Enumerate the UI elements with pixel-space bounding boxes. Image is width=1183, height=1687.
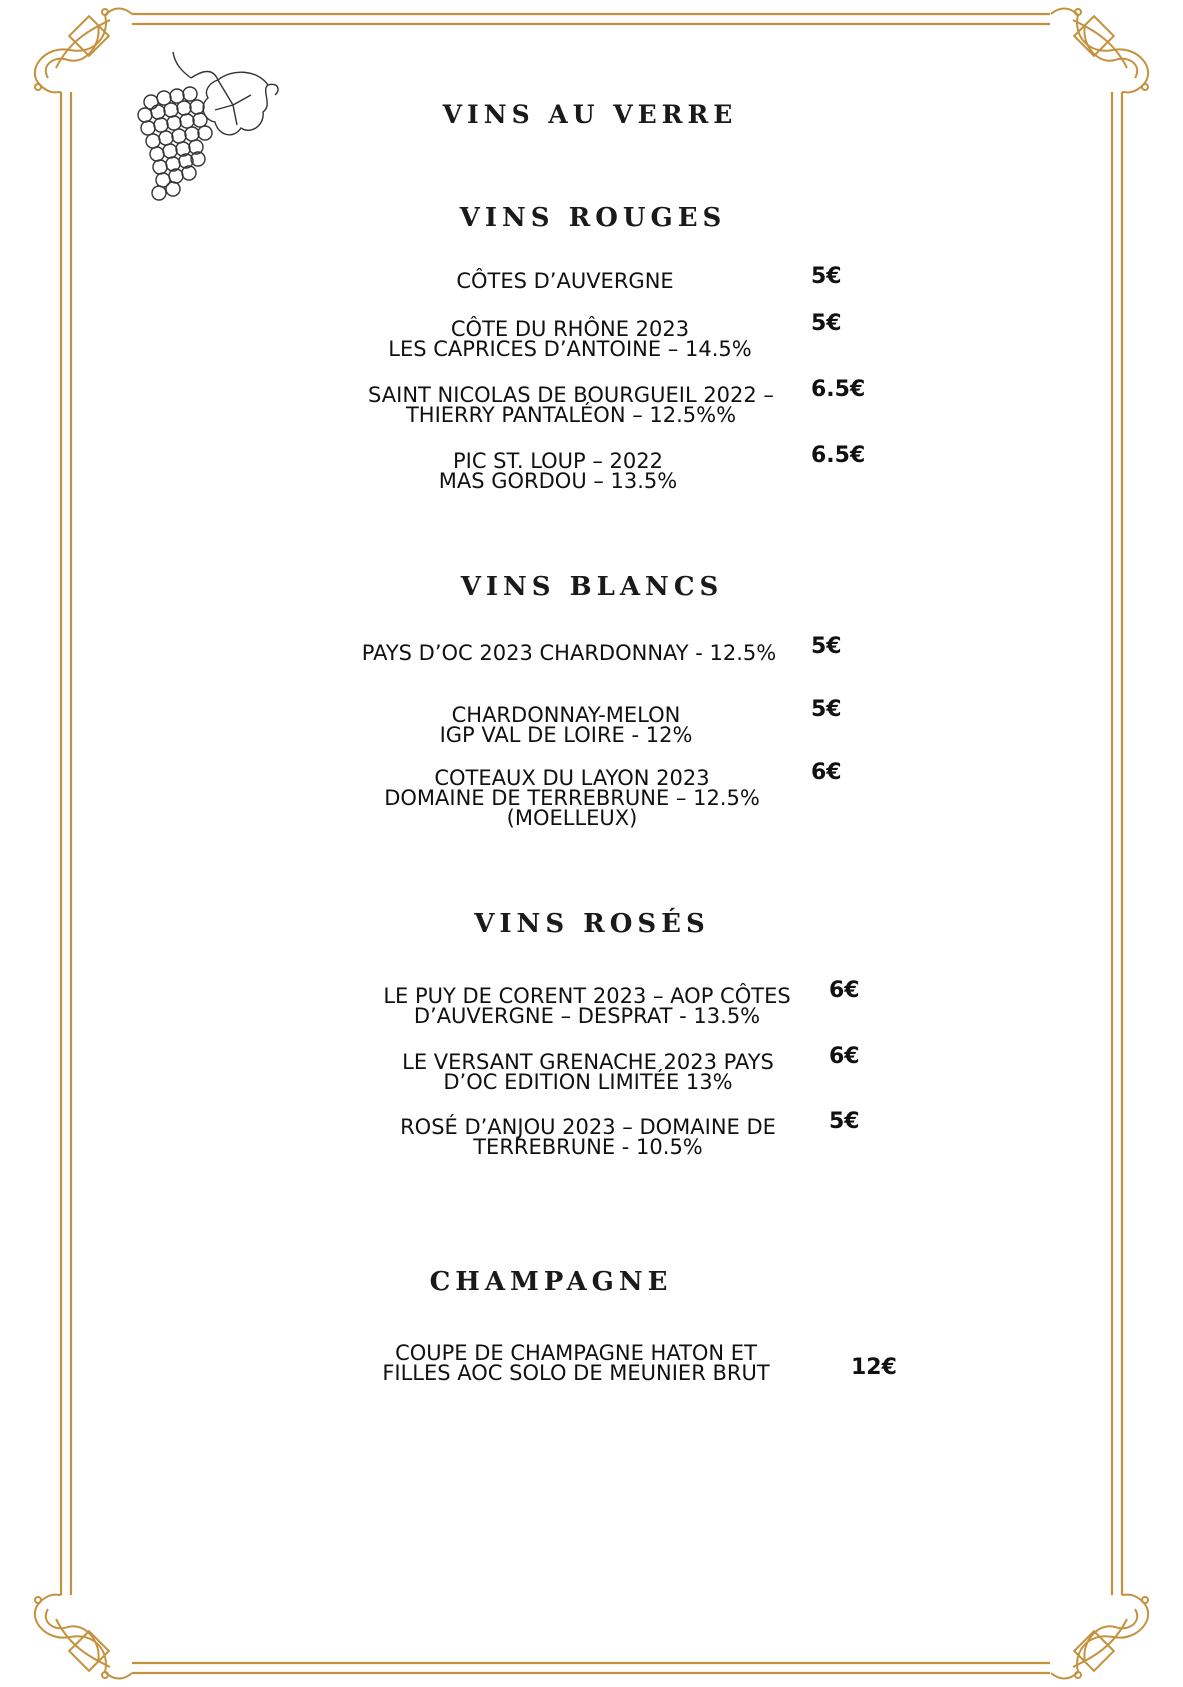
wine-item [440,705,693,745]
wine-item [383,986,790,1026]
wine-price: 5€ [829,1109,860,1134]
wine-item [362,643,776,663]
wine-item [382,1343,769,1383]
wine-name-line: FILLES AOC SOLO DE MEUNIER BRUT [382,1361,770,1385]
wine-price: 5€ [811,264,842,289]
wine-price: 12€ [851,1355,897,1380]
wine-name-line: CHARDONNAY-MELON [451,703,681,727]
section-heading-vins-blancs: VINS BLANCS [460,572,724,602]
wine-price: 5€ [811,311,842,336]
wine-item [368,385,774,425]
wine-name-line: CÔTE DU RHÔNE 2023 [450,317,690,341]
wine-item [388,319,751,359]
wine-name-line: PAYS D’OC 2023 CHARDONNAY - 12.5% [361,641,777,665]
wine-price: 6€ [829,978,860,1003]
wine-price: 6.5€ [811,443,866,468]
wine-name-line: COUPE DE CHAMPAGNE HATON ET [395,1341,757,1365]
wine-name-line: LES CAPRICES D’ANTOINE – 14.5% [388,337,752,361]
wine-price: 5€ [811,697,842,722]
wine-name-line: D’AUVERGNE – DESPRAT - 13.5% [413,1004,761,1028]
corner-ornament-icon [35,8,132,92]
wine-name-line: ROSÉ D’ANJOU 2023 – DOMAINE DE [400,1115,776,1139]
wine-name-line: TERREBRUNE - 10.5% [473,1135,703,1159]
wine-name-line: DOMAINE DE TERREBRUNE – 12.5% [384,786,760,810]
wine-name-line: COTEAUX DU LAYON 2023 [434,766,710,790]
wine-name-line: CÔTES D’AUVERGNE [456,269,674,293]
wine-item [400,1117,776,1157]
wine-name-line: PIC ST. LOUP – 2022 [452,449,664,473]
wine-name-line: D’OC EDITION LIMITÉE 13% [443,1070,733,1094]
wine-name-line: (MOELLEUX) [506,806,638,830]
wine-item [439,451,678,491]
grape-cluster-icon [133,50,283,205]
wine-price: 5€ [811,634,842,659]
page-title: VINS AU VERRE [442,100,738,129]
wine-item [384,768,760,828]
wine-price: 6€ [811,760,842,785]
wine-price: 6.5€ [811,377,866,402]
wine-name-line: IGP VAL DE LOIRE - 12% [439,723,693,747]
section-heading-vins-rouges: VINS ROUGES [459,203,727,233]
wine-item [402,1052,774,1092]
wine-name-line: THIERRY PANTALÉON – 12.5%% [405,403,737,427]
section-heading-vins-roses: VINS ROSÉS [474,909,710,939]
wine-price: 6€ [829,1044,860,1069]
section-heading-champagne: CHAMPAGNE [429,1267,673,1297]
wine-name-line: LE PUY DE CORENT 2023 – AOP CÔTES [383,984,791,1008]
wine-item [456,271,673,291]
wine-name-line: SAINT NICOLAS DE BOURGUEIL 2022 – [368,383,774,407]
wine-name-line: LE VERSANT GRENACHE 2023 PAYS [402,1050,774,1074]
wine-name-line: MAS GORDOU – 13.5% [438,469,678,493]
